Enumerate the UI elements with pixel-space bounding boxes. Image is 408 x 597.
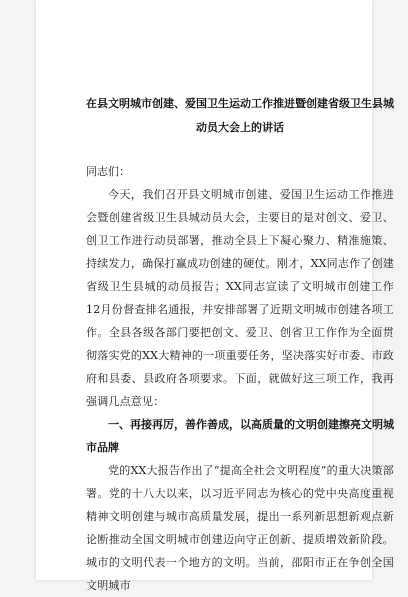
section-heading-1: 一、再接再厉，善作善成，以高质量的文明创建擦亮文明城市品牌: [86, 418, 394, 454]
body-paragraph-2: 党的XX大报告作出了“提高全社会文明程度”的重大决策部署。党的十八大以来，以习近平同志为核心的党中央高度重视精神文明创建与城市高质量发展，提出一系列新思想新观点新论断推动全国文明城市创建迈向守正创新、提质增效新阶段。城市的文明代表一个地方的文明。当前，邵阳市正在争创全国文明城市: [86, 464, 394, 592]
title-line-2: 动员大会上的讲话: [196, 121, 284, 134]
body-paragraph-1: 今天，我们召开县文明城市创建、爱国卫生运动工作推进会暨创建省级卫生县城动员大会，主要目的是对创文、爱卫、创卫工作进行动员部署，推动全县上下凝心聚力、精准施策、持续发力，确保打赢成功创建的硬仗。刚才，XX同志作了创建省级卫生县城的动员报告；XX同志宣读了文明城市创建工作12月份督查排名通报，并安排部署了近期文明城市创建各项工作。全县各级各部门要把创文、爱卫、创省卫工作作为全面贯彻落实党的XX大精神的一项重要任务，坚决落实好市委、市政府和县委、县政府各项要求。下面，就做好这三项工作，我再强调几点意见：: [86, 188, 394, 408]
title-line-1: 在县文明城市创建、爱国卫生运动工作推进暨创建省级卫生县城: [86, 97, 394, 110]
document-page: [36, 0, 394, 592]
speech-document: [86, 92, 394, 597]
document-title: [86, 92, 394, 140]
greeting: 同志们：: [86, 165, 130, 178]
